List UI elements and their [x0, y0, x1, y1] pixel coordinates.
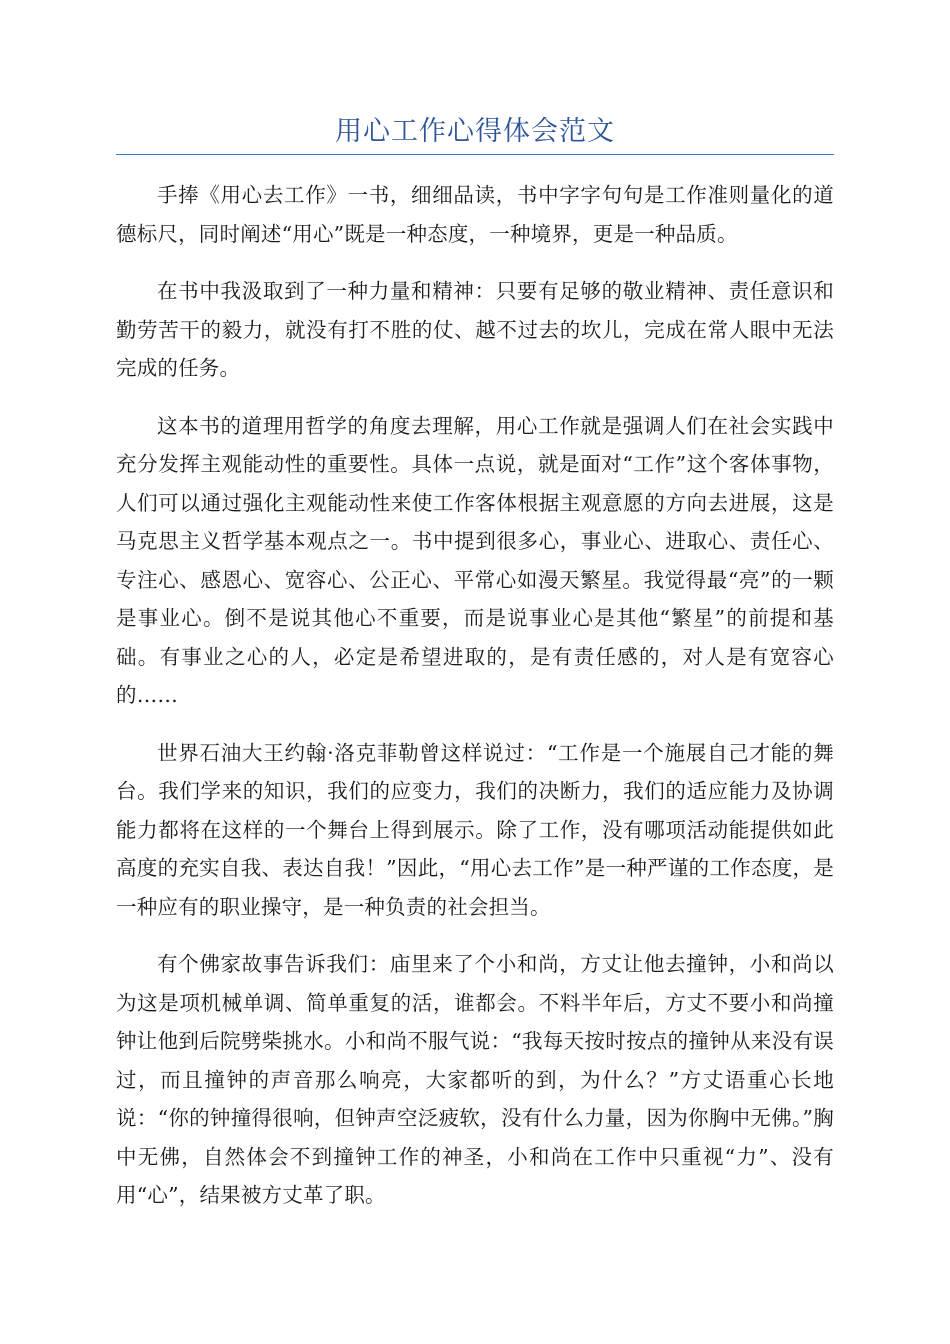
- paragraph-5: 有个佛家故事告诉我们：庙里来了个小和尚，方丈让他去撞钟，小和尚以为这是项机械单调、简单重复的活，谁都会。不料半年后，方丈不要小和尚撞钟让他到后院劈柴挑水。小和尚不服气说：“我每天按时按点的撞钟从来没有误过，而且撞钟的声音那么响亮，大家都听的到，为什么？”方丈语重心长地说：“你的钟撞得很响，但钟声空泛疲软，没有什么力量，因为你胸中无佛。”胸中无佛，自然体会不到撞钟工作的神圣，小和尚在工作中只重视“力”、没有用“心”，结果被方丈革了职。: [116, 952, 834, 1207]
- document-body: [116, 176, 834, 1234]
- page-title: 用心工作心得体会范文: [335, 116, 615, 147]
- paragraph-2: 在书中我汲取到了一种力量和精神：只要有足够的敬业精神、责任意识和勤劳苦干的毅力，就没有打不胜的仗、越不过去的坎儿，完成在常人眼中无法完成的任务。: [116, 279, 834, 380]
- paragraph-4: 世界石油大王约翰·洛克菲勒曾这样说过：“工作是一个施展自己才能的舞台。我们学来的知识，我们的应变力，我们的决断力，我们的适应能力及协调能力都将在这样的一个舞台上得到展示。除了工作，没有哪项活动能提供如此高度的充实自我、表达自我！”因此，“用心去工作”是一种严谨的工作态度，是一种应有的职业操守，是一种负责的社会担当。: [116, 740, 834, 919]
- paragraph-3: 这本书的道理用哲学的角度去理解，用心工作就是强调人们在社会实践中充分发挥主观能动性的重要性。具体一点说，就是面对“工作”这个客体事物，人们可以通过强化主观能动性来使工作客体根据主观意愿的方向去进展，这是马克思主义哲学基本观点之一。书中提到很多心，事业心、进取心、责任心、专注心、感恩心、宽容心、公正心、平常心如漫天繁星。我觉得最“亮”的一颗是事业心。倒不是说其他心不重要，而是说事业心是其他“繁星”的前提和基础。有事业之心的人，必定是希望进取的，是有责任感的，对人是有宽容心的……: [116, 413, 834, 707]
- title-underline: [116, 154, 834, 155]
- paragraph-1: 手捧《用心去工作》一书，细细品读，书中字字句句是工作准则量化的道德标尺，同时阐述“用心”既是一种态度，一种境界，更是一种品质。: [116, 183, 834, 246]
